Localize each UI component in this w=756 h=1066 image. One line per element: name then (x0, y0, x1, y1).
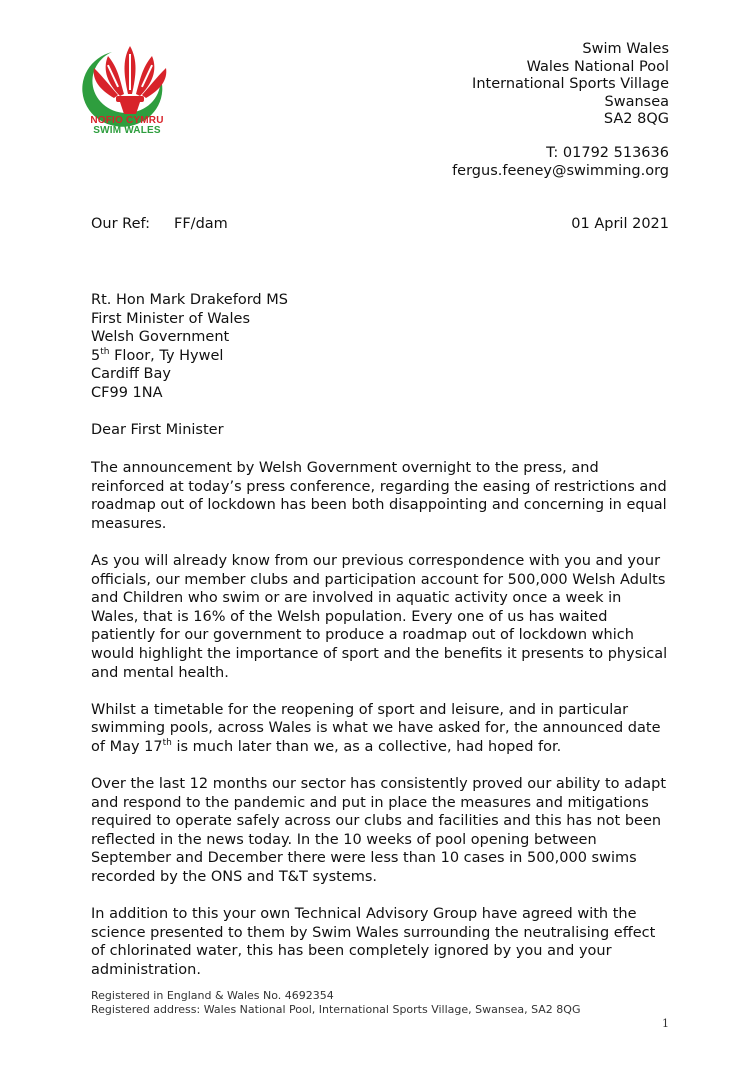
registration-number: Registered in England & Wales No. 4692354 (91, 989, 334, 1002)
reference-label: Our Ref: (91, 216, 150, 232)
salutation: Dear First Minister (91, 422, 224, 438)
logo-text-english: SWIM WALES (93, 125, 161, 136)
paragraph: Whilst a timetable for the reopening of sport and leisure, and in particular swimming pools, across Wales is what we have asked for, the announced date of May 17th is much later than we, as a collective, had hoped for. (91, 701, 661, 755)
page-number: 1 (662, 1017, 669, 1030)
recipient-title: First Minister of Wales (91, 310, 250, 327)
registered-address: Registered address: Wales National Pool, International Sports Village, Swansea, SA2 8QG (91, 1002, 581, 1016)
registration-footer (91, 989, 580, 1016)
recipient-postcode: CF99 1NA (91, 384, 163, 401)
letter-date: 01 April 2021 (571, 216, 669, 232)
paragraph: Over the last 12 months our sector has consistently proved our ability to adapt and respond to the pandemic and put in place the measures and mitigations required to operate safely across our clubs and facilities and this has not been reflected in the news today. In the 10 weeks of pool opening between September and December there were less than 10 cases in 500,000 swims recorded by the ONS and T&T systems. (91, 776, 667, 886)
sender-phone: T: 01792 513636 (546, 145, 669, 161)
logo-text-welsh: NOFIO CYMRU (90, 115, 164, 126)
recipient-organisation: Welsh Government (91, 329, 230, 346)
sender-email: fergus.feeney@swimming.org (452, 162, 669, 179)
recipient-name: Rt. Hon Mark Drakeford MS (91, 292, 288, 308)
paragraph: As you will already know from our previous correspondence with you and your officials, our member clubs and participation account for 500,000 Welsh Adults and Children who swim or are involved in aquatic activity once a week in Wales, that is 16% of the Welsh population. Every one of us has waited patiently for our government to produce a roadmap out of lockdown which would highlight the importance of sport and the benefits it presents to physical and mental health. (91, 552, 668, 681)
sender-address-line: SA2 8QG (603, 111, 669, 127)
reference-value: FF/dam (174, 216, 228, 232)
sender-contact (452, 145, 669, 180)
sender-address-line: Wales National Pool (526, 58, 669, 75)
recipient-area: Cardiff Bay (91, 366, 171, 383)
recipient-floor: 5th Floor, Ty Hywel (91, 346, 224, 364)
sender-address-line: Swansea (604, 93, 669, 110)
paragraph: In addition to this your own Technical Advisory Group have agreed with the science presented to them by Swim Wales surrounding the neutralising effect of chlorinated water, this has been completely ignored by you and your administration. (91, 906, 656, 979)
reference-line (91, 216, 228, 232)
paragraph: The announcement by Welsh Government overnight to the press, and reinforced at today’s press conference, regarding the easing of restrictions and roadmap out of lockdown has been both disappointing and concerning in equal measures. (91, 460, 667, 532)
letter-body (91, 459, 671, 998)
sender-address (472, 41, 669, 129)
sender-address-line: Swim Wales (582, 41, 669, 57)
sender-address-line: International Sports Village (472, 76, 669, 92)
recipient-address (91, 291, 288, 403)
